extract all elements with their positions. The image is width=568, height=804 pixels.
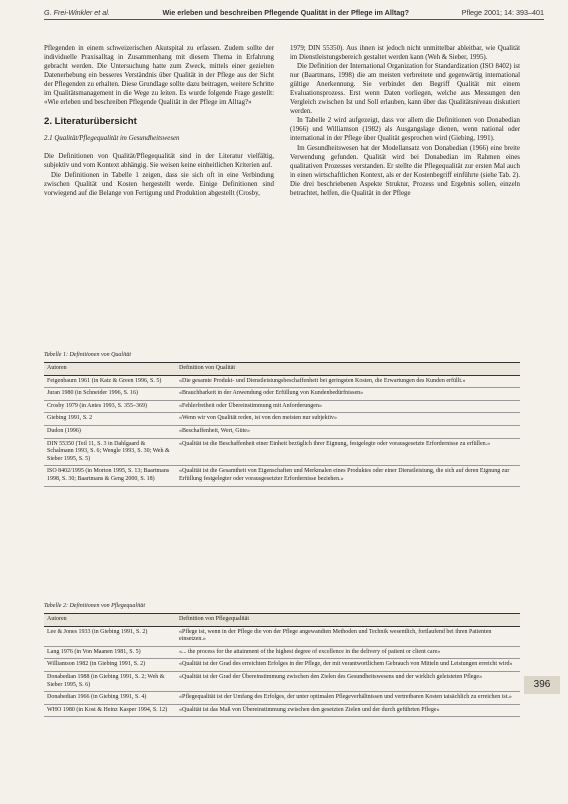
table-header-cell: Definition von Pflegequalität xyxy=(176,614,520,627)
table-header-row xyxy=(44,614,520,627)
table-cell-definition: «Pflegequalität ist der Umfang des Erfolges, der unter optimalen Pflegeverhältnissen und vertretbaren Kosten tatsächlich zu erreichen ist.» xyxy=(176,692,520,705)
table1-caption: Tabelle 1: Definitionen von Qualität xyxy=(44,352,132,358)
table-cell-author: Juran 1980 (in Schneider 1996, S. 16) xyxy=(44,388,176,401)
table-cell-author: Feigenbaum 1961 (in Katz & Green 1996, S. 5) xyxy=(44,375,176,388)
table-row xyxy=(44,659,520,672)
table-header-row xyxy=(44,363,520,376)
table-row xyxy=(44,425,520,438)
paragraph: Im Gesundheitswesen hat der Modellansatz von Donabedian (1966) eine breite Verwendung gefunden. Qualität wird bei Donabedian im Rahmen eines qualitativen Prozesses verstanden. Er stellte die Pflegequalität zur ersten Mal auch in einen wirtschaftlichen Kontext, als er der Kostenbegriff einführte (siehe Tab. 2). Die drei beschriebenen Aspekte Struktur, Prozess und Ergebnis sollen, einzeln betrachtet, helfen, die Qualität in der Pflege xyxy=(290,144,520,197)
table-cell-definition: «Wenn wir von Qualität reden, ist von den meisten nur subjektiv» xyxy=(176,413,520,426)
paragraph: Die Definitionen in Tabelle 1 zeigen, dass sie sich oft in eine Verbindung zwischen Qualität und Kosten hergestellt werde. Einige Definitionen sind vorwiegend auf die Belange von Fertigung und Produktion abgestellt (Crosby, xyxy=(44,171,274,197)
table-row xyxy=(44,388,520,401)
left-column xyxy=(44,44,274,198)
table-cell-definition: «Fehlerfreiheit oder Übereinstimmung mit Anforderungen» xyxy=(176,400,520,413)
table-cell-author: Donabedian 1966 (in Giebing 1991, S. 4) xyxy=(44,692,176,705)
table-row xyxy=(44,438,520,466)
table1 xyxy=(44,362,520,487)
table-cell-definition: «Pflege ist, wenn in der Pflege die von der Pflege angewandten Methoden und Technik wesentlich, fortlaufend bei ihren Patienten einsetzen.» xyxy=(176,626,520,646)
table-row xyxy=(44,375,520,388)
running-head-title: Wie erleben und beschreiben Pflegende Qualität in der Pflege im Alltag? xyxy=(162,8,409,17)
table2 xyxy=(44,613,520,717)
table-cell-definition: «Die gesamte Produkt- und Dienstleistungsbeschaffenheit bei geringsten Kosten, die Erwartungen des Kunden erfüllt.» xyxy=(176,375,520,388)
table-row xyxy=(44,400,520,413)
table-row xyxy=(44,692,520,705)
running-head-authors: G. Frei-Winkler et al. xyxy=(44,8,110,17)
page-number: 396 xyxy=(524,676,560,694)
table-header-cell: Autoren xyxy=(44,363,176,376)
table-row xyxy=(44,704,520,717)
table-cell-author: Lee & Jones 1933 (in Giebing 1991, S. 2) xyxy=(44,626,176,646)
table-cell-author: Donabedian 1988 (in Giebing 1991, S. 2; Weh & Sieber 1995, S. 6) xyxy=(44,671,176,691)
running-head-journal: Pflege 2001; 14: 393–401 xyxy=(461,8,544,17)
table-cell-author: WHO 1980 (in Kost & Heinz Kasper 1994, S. 12) xyxy=(44,704,176,717)
table-cell-author: Dudon (1996) xyxy=(44,425,176,438)
running-head xyxy=(44,8,544,20)
table-cell-definition: «... the process for the attainment of the highest degree of excellence in the delivery of patient or client care» xyxy=(176,646,520,659)
table-cell-author: Williamson 1982 (in Giebing 1991, S. 2) xyxy=(44,659,176,672)
table-header-cell: Autoren xyxy=(44,614,176,627)
table-cell-definition: «Qualität ist der Grad des erreichten Erfolges in der Pflege, der mit verantwortlichem Gebrauch von Mitteln und Leistungen erreicht wird» xyxy=(176,659,520,672)
table-cell-author: Crosby 1979 (in Antes 1993, S. 355–369) xyxy=(44,400,176,413)
subsection-title: 2.1 Qualität/Pflegequalität im Gesundheitswesen xyxy=(44,135,180,143)
paragraph: 1979; DIN 55350). Aus ihnen ist jedoch nicht unmittelbar ableitbar, wie Qualität im Dienstleistungsbereich gestaltet werden kann (Weh & Sieber, 1995). xyxy=(290,45,520,62)
right-column xyxy=(290,44,520,198)
table-row xyxy=(44,466,520,486)
paragraph: Die Definition der International Organization for Standardization (ISO 8402) ist nur (Baartmans, 1998) die am meisten verbreitete und gegenwärtig international gültige Anerkennung. Sie verbindet den Begriff Qualität mit einem Evaluationsprozess. Erst wenn Daten vorliegen, welche aus Messungen den Vergleich zwischen Ist und Soll erlauben, kann über das Qualitätsniveau diskutiert werden. xyxy=(290,63,520,116)
table-cell-author: Lang 1976 (in Von Maanen 1981, S. 5) xyxy=(44,646,176,659)
table-header-cell: Definition von Qualität xyxy=(176,363,520,376)
table-cell-definition: «Brauchbarkeit in der Anwendung oder Erfüllung von Kundenbedürfnissen» xyxy=(176,388,520,401)
table2-caption: Tabelle 2: Definitionen von Pflegequalität xyxy=(44,603,146,609)
table-cell-definition: «Qualität ist die Beschaffenheit einer Einheit bezüglich ihrer Eignung, festgelegte oder vorausgesetzte Erfordernisse zu erfüllen.» xyxy=(176,438,520,466)
table-row xyxy=(44,671,520,691)
table-cell-definition: «Qualität ist das Maß von Übereinstimmung zwischen den gesetzten Zielen und der durch geführten Pflege» xyxy=(176,704,520,717)
table-cell-author: ISO 8402/1995 (in Morton 1995, S. 13; Baartmans 1998, S. 30; Baartmans & Geng 2000, S. 18) xyxy=(44,466,176,486)
table-cell-definition: «Qualität ist die Gesamtheit von Eigenschaften und Merkmalen eines Produktes oder einer Dienstleistung, die sich auf deren Eignung zur Erfüllung festgelegter oder vorausgesetzter Erfordernisse beziehen.» xyxy=(176,466,520,486)
paragraph: Die Definitionen von Qualität/Pflegequalität sind in der Literatur vielfältig, subjektiv und vom Kontext abhängig. Sie weisen keine einheitlichen Kriterien auf. xyxy=(44,153,274,170)
table-row xyxy=(44,413,520,426)
table-cell-author: DIN 55350 (Teil 11, S. 3 in Dahlgaard & Schalmann 1993, S. 6; Wengle 1993, S. 30; Weh & Sieber 1995, S. 5) xyxy=(44,438,176,466)
table-cell-definition: «Beschaffenheit, Wert, Güte» xyxy=(176,425,520,438)
table-row xyxy=(44,626,520,646)
table-cell-author: Giebing 1991, S. 2 xyxy=(44,413,176,426)
section-title: 2. Literaturübersicht xyxy=(44,116,137,128)
paragraph: In Tabelle 2 wird aufgezeigt, dass vor allem die Definitionen von Donabedian (1966) und Williamson (1982) als Ausgangslage dienen, wenn national oder international in der Pflege über Qualität gesprochen wird (Giebing, 1991). xyxy=(290,117,520,143)
intro-paragraph: Pflegenden in einem schweizerischen Akutspital zu erfassen. Zudem sollte der individuelle Praxisalltag in Zusammenhang mit diesem Thema in Erfahrung gebracht werden. Die Untersuchung hatte zum Zweck, mittels einer gezielten Datenerhebung ein besseres Verständnis über Qualität in der Pflege aus der Sicht der Pflegenden zu erhalten. Diese Grundlage sollte dazu beitragen, weitere Schritte im Qualitätsmanagement in die Wege zu leiten. Es wurde folgende Frage gestellt: «Wie erleben und beschreiben Pflegende Qualität in der Pflege im Alltag?» xyxy=(44,45,274,107)
table-cell-definition: «Qualität ist der Grad der Übereinstimmung zwischen den Zielen des Gesundheitswesens und der wirklich geleisteten Pflege» xyxy=(176,671,520,691)
table-row xyxy=(44,646,520,659)
